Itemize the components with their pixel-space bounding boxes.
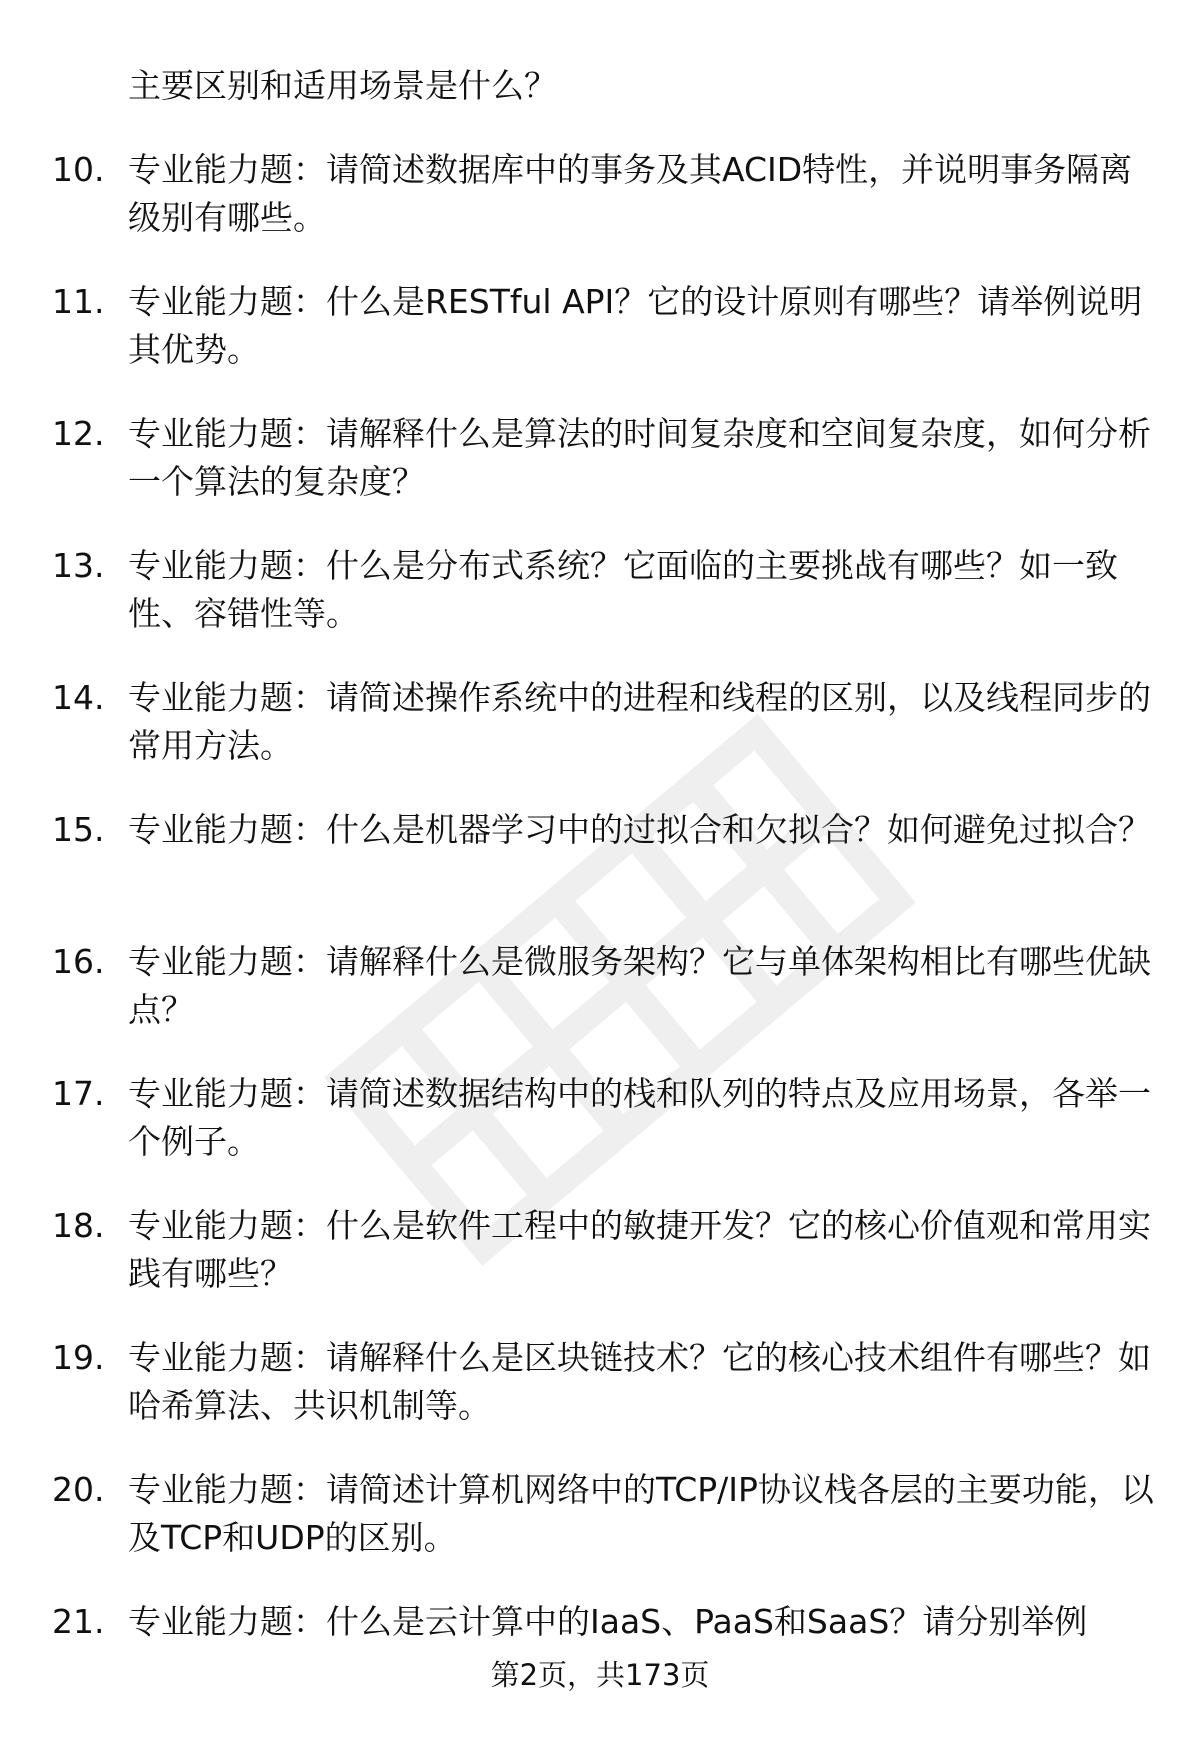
list-item: [0, 674, 1200, 806]
item-text: 专业能力题：请简述操作系统中的进程和线程的区别，以及线程同步的常用方法。: [128, 678, 1151, 765]
list-item: [0, 1202, 1200, 1334]
list-item: [0, 410, 1200, 542]
item-number: 10.: [52, 150, 105, 189]
item-number: 15.: [52, 810, 105, 849]
list-item: [0, 1070, 1200, 1202]
item-number: 20.: [52, 1470, 105, 1509]
list-item: [0, 542, 1200, 674]
item-number: 21.: [52, 1602, 105, 1641]
item-number: 17.: [52, 1074, 105, 1113]
item-text: 专业能力题：什么是软件工程中的敏捷开发？它的核心价值观和常用实践有哪些？: [128, 1206, 1151, 1293]
item-number: 18.: [52, 1206, 105, 1245]
list-item: [0, 806, 1200, 938]
item-text: 专业能力题：请简述数据结构中的栈和队列的特点及应用场景，各举一个例子。: [128, 1074, 1151, 1161]
continuation-text: 主要区别和适用场景是什么？: [128, 66, 557, 105]
item-number: 19.: [52, 1338, 105, 1377]
item-text: 专业能力题：请解释什么是算法的时间复杂度和空间复杂度，如何分析一个算法的复杂度？: [128, 414, 1151, 501]
item-number: 14.: [52, 678, 105, 717]
list-item: [0, 146, 1200, 278]
item-text: 专业能力题：什么是分布式系统？它面临的主要挑战有哪些？如一致性、容错性等。: [128, 546, 1118, 633]
list-item: [0, 938, 1200, 1070]
item-text: 专业能力题：什么是机器学习中的过拟合和欠拟合？如何避免过拟合？: [128, 810, 1151, 849]
list-item: [0, 1466, 1200, 1598]
item-text: 专业能力题：请简述数据库中的事务及其ACID特性，并说明事务隔离级别有哪些。: [128, 150, 1133, 237]
question-list: [0, 146, 1200, 1730]
item-number: 12.: [52, 414, 105, 453]
item-text: 专业能力题：什么是云计算中的IaaS、PaaS和SaaS？请分别举例: [128, 1602, 1088, 1641]
item-number: 11.: [52, 282, 105, 321]
item-number: 13.: [52, 546, 105, 585]
page-footer: 第2页，共173页: [490, 1658, 710, 1692]
item-text: 专业能力题：请简述计算机网络中的TCP/IP协议栈各层的主要功能，以及TCP和UDP的区别。: [128, 1470, 1154, 1557]
item-text: 专业能力题：请解释什么是微服务架构？它与单体架构相比有哪些优缺点？: [128, 942, 1151, 1029]
list-item: [0, 278, 1200, 410]
list-item: [0, 1334, 1200, 1466]
item-number: 16.: [52, 942, 105, 981]
item-text: 专业能力题：什么是RESTful API？它的设计原则有哪些？请举例说明其优势。: [128, 282, 1143, 369]
item-text: 专业能力题：请解释什么是区块链技术？它的核心技术组件有哪些？如哈希算法、共识机制等。: [128, 1338, 1151, 1425]
